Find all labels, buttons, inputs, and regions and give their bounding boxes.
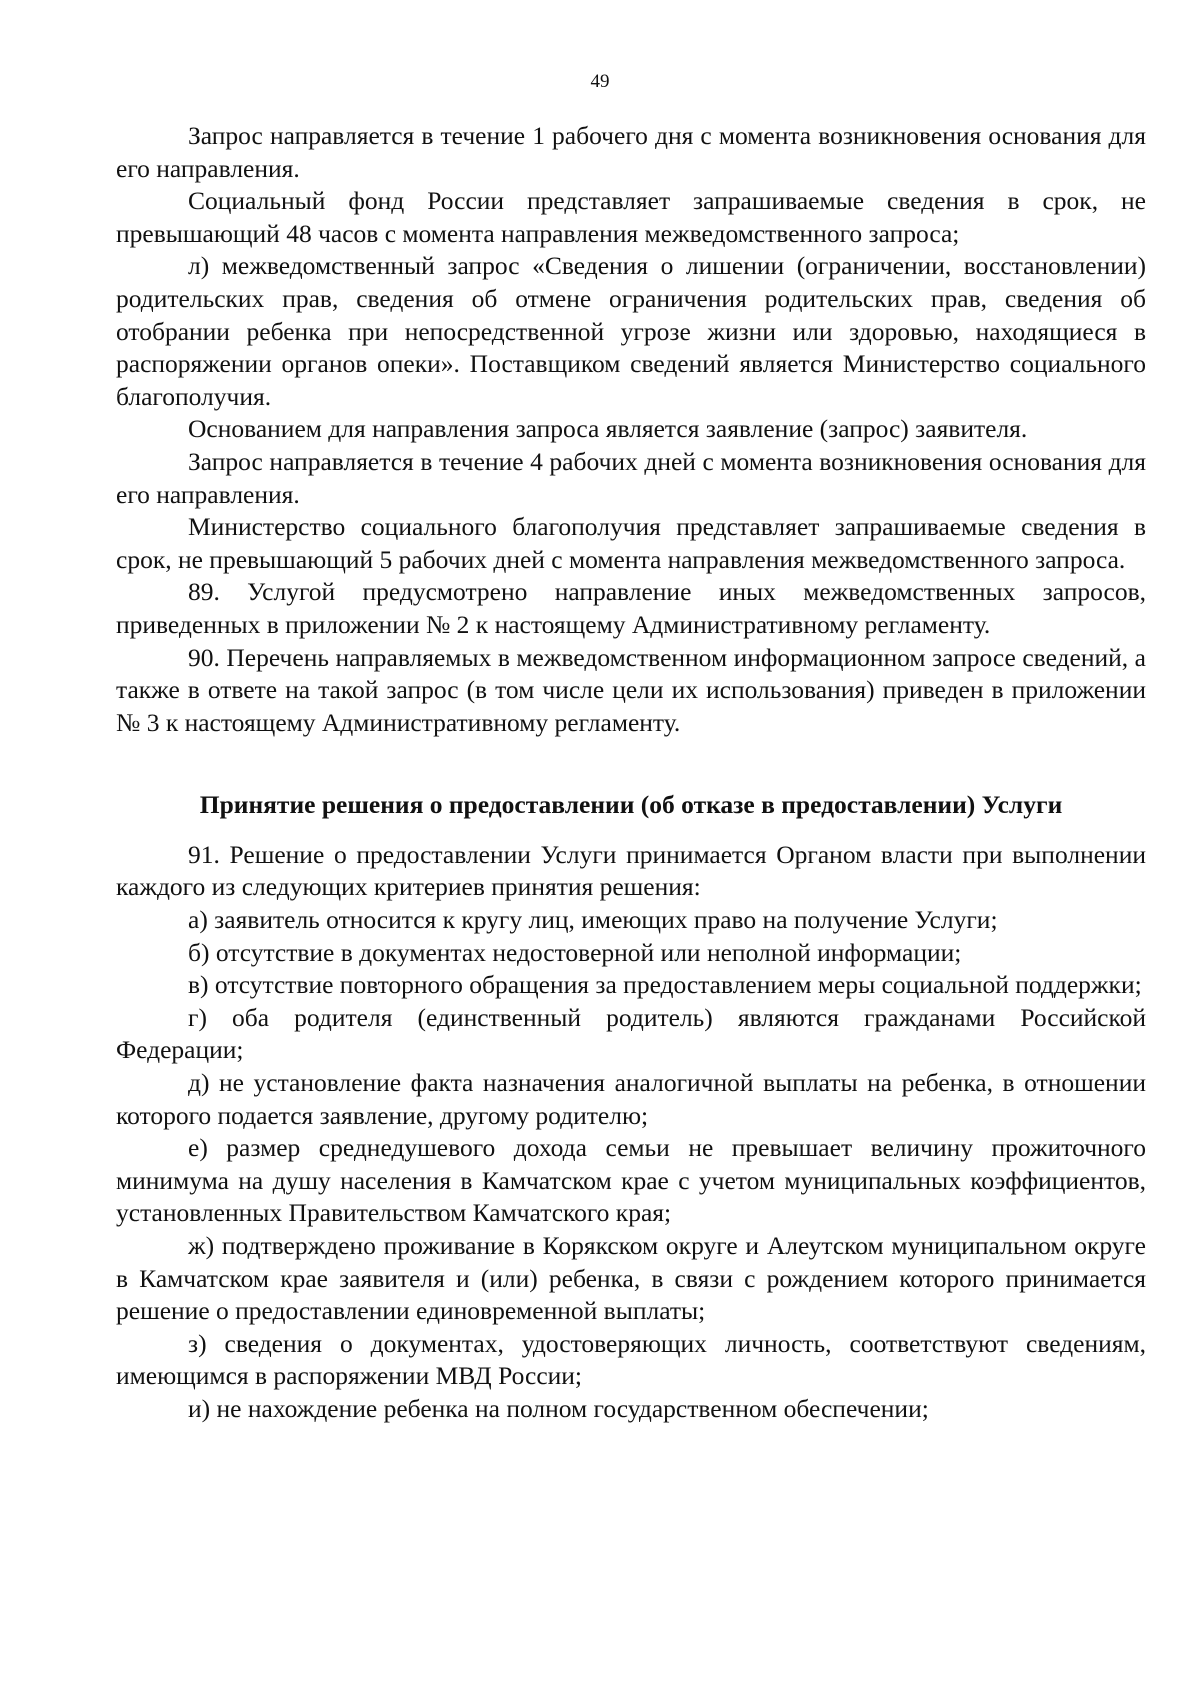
paragraph-clause-90: 90. Перечень направляемых в межведомственном информационном запросе сведений, а также в ответе на такой запрос (в том числе цели их использования) приведен в приложении № 3 к настоящему Административному регламенту. bbox=[116, 642, 1146, 737]
document-body bbox=[116, 120, 1146, 1426]
criterion-g: г) оба родителя (единственный родитель) являются гражданами Российской Федерации; bbox=[116, 1002, 1146, 1065]
paragraph-request-basis: Основанием для направления запроса является заявление (запрос) заявителя. bbox=[188, 414, 1028, 444]
page-number: 49 bbox=[590, 71, 610, 92]
paragraph-request-deadline-4: Запрос направляется в течение 4 рабочих дней с момента возникновения основания для его направления. bbox=[116, 446, 1146, 509]
criterion-e: е) размер среднедушевого дохода семьи не превышает величину прожиточного минимума на душу населения в Камчатском крае с учетом муниципальных коэффициентов, установленных Правительством Камчатского края; bbox=[116, 1133, 1146, 1228]
paragraph-clause-89: 89. Услугой предусмотрено направление иных межведомственных запросов, приведенных в приложении № 2 к настоящему Административному регламенту. bbox=[116, 577, 1146, 639]
paragraph-ministry-response: Министерство социального благополучия представляет запрашиваемые сведения в срок, не превышающий 5 рабочих дней с момента направления межведомственного запроса. bbox=[116, 512, 1146, 574]
paragraph-request-deadline-1: Запрос направляется в течение 1 рабочего дня с момента возникновения основания для его направления. bbox=[116, 121, 1146, 183]
criterion-a: а) заявитель относится к кругу лиц, имеющих право на получение Услуги; bbox=[188, 905, 998, 935]
criterion-v: в) отсутствие повторного обращения за предоставлением меры социальной поддержки; bbox=[188, 970, 1142, 1000]
criterion-zh: ж) подтверждено проживание в Корякском округе и Алеутском муниципальном округе в Камчатском крае заявителя и (или) ребенка, в связи с рождением которого принимается решение о предоставлении единовременной выплаты; bbox=[116, 1231, 1146, 1326]
paragraph-item-l-parental-rights-request: л) межведомственный запрос «Сведения о лишении (ограничении, восстановлении) родительских прав, сведения об отмене ограничения родительских прав, сведения об отобрании ребенка при непосредственной угрозе жизни или здоровью, находящиеся в распоряжении органов опеки». Поставщиком сведений является Министерство социального благополучия. bbox=[116, 251, 1146, 411]
paragraph-social-fund-response: Социальный фонд России представляет запрашиваемые сведения в срок, не превышающий 48 часов с момента направления межведомственного запроса; bbox=[116, 186, 1146, 248]
criterion-i: и) не нахождение ребенка на полном государственном обеспечении; bbox=[188, 1393, 929, 1423]
criterion-b: б) отсутствие в документах недостоверной или неполной информации; bbox=[188, 937, 962, 967]
paragraph-clause-91: 91. Решение о предоставлении Услуги принимается Органом власти при выполнении каждого из следующих критериев принятия решения: bbox=[116, 839, 1146, 902]
section-heading: Принятие решения о предоставлении (об отказе в предоставлении) Услуги bbox=[199, 790, 1063, 820]
criterion-z: з) сведения о документах, удостоверяющих личность, соответствуют сведениям, имеющимся в распоряжении МВД России; bbox=[116, 1328, 1146, 1391]
criterion-d: д) не установление факта назначения аналогичной выплаты на ребенка, в отношении которого подается заявление, другому родителю; bbox=[116, 1068, 1146, 1130]
